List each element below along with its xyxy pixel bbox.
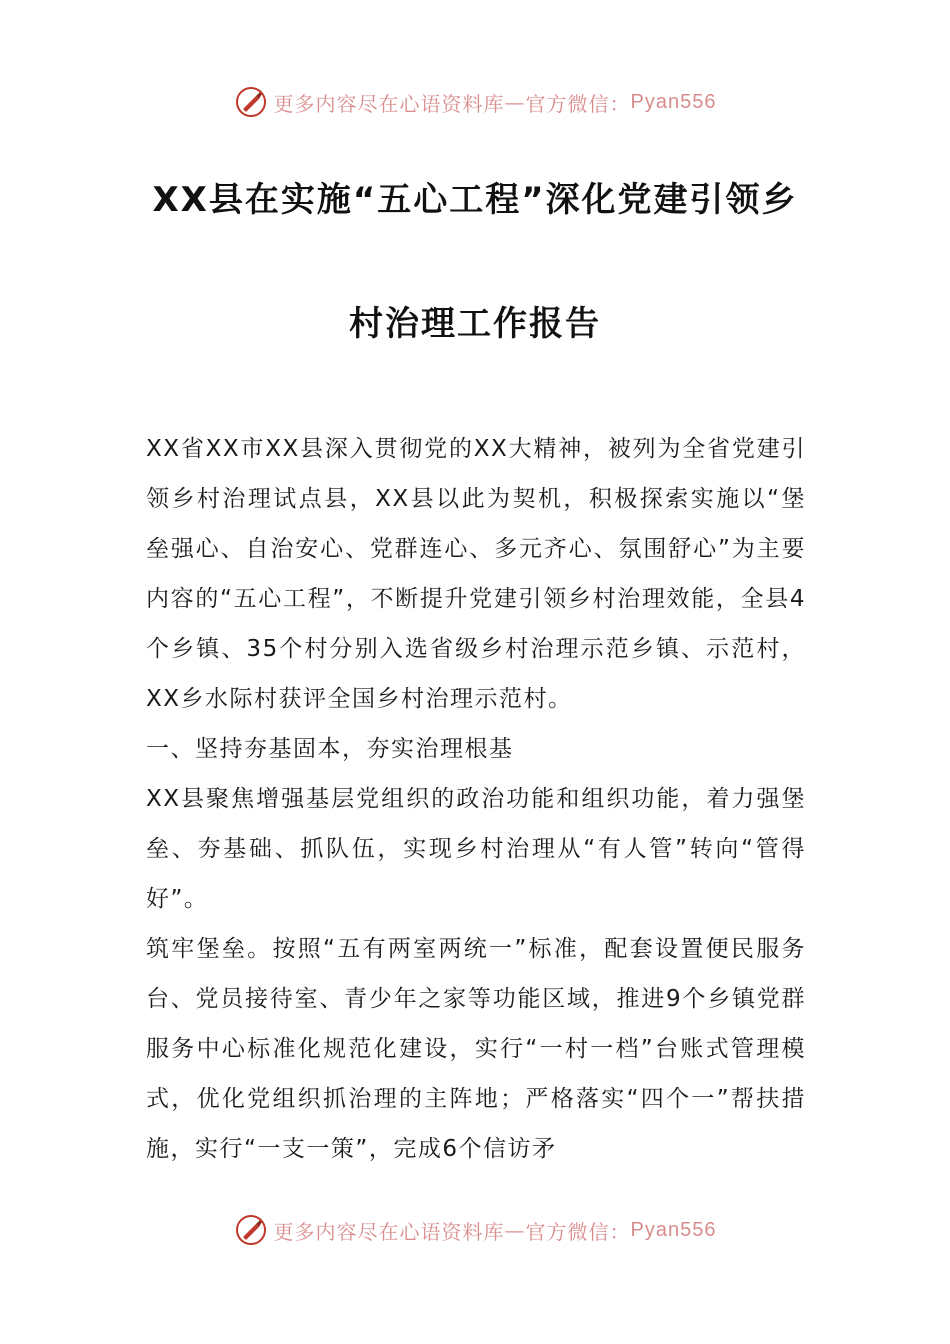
pen-logo-icon [234,85,268,119]
document-body [146,424,806,1174]
document-title-line-2: 村治理工作报告 [349,304,601,344]
watermark-dash: — [504,1218,526,1242]
paragraph-section-1: XX县聚焦增强基层党组织的政治功能和组织功能，着力强堡垒、夯基础、抓队伍，实现乡村治理从“有人管”转向“管得好”。 [146,786,806,912]
watermark-header [0,82,950,122]
watermark-dash: — [504,90,526,114]
paragraph-intro: XX省XX市XX县深入贯彻党的XX大精神，被列为全省党建引领乡村治理试点县，XX县以此为契机，积极探索实施以“堡垒强心、自治安心、党群连心、多元齐心、氛围舒心”为主要内容的“五心工程”，不断提升党建引领乡村治理效能，全县4个乡镇、35个村分别入选省级乡村治理示范乡镇、示范村，XX乡水际村获评全国乡村治理示范村。 [146,436,806,712]
watermark-wechat-id: Pyan556 [630,1218,717,1241]
section-heading-1: 一、坚持夯基固本，夯实治理根基 [146,736,514,762]
watermark-text: 更多内容尽在心语资料库 [273,1219,505,1244]
watermark-wechat-label: 官方微信： [525,1219,631,1244]
watermark-footer [0,1210,950,1250]
document-title-line-1: XX县在实施“五心工程”深化党建引领乡 [152,180,798,220]
watermark-text: 更多内容尽在心语资料库 [273,91,505,116]
paragraph-fortress: 筑牢堡垒。按照“五有两室两统一”标准，配套设置便民服务台、党员接待室、青少年之家等功能区域，推进9个乡镇党群服务中心标准化规范化建设，实行“一村一档”台账式管理模式，优化党组织抓治理的主阵地；严格落实“四个一”帮扶措施，实行“一支一策”，完成6个信访矛 [146,936,806,1162]
watermark-wechat-id: Pyan556 [630,90,717,113]
watermark-wechat-label: 官方微信： [525,91,631,116]
pen-logo-icon [234,1213,268,1247]
